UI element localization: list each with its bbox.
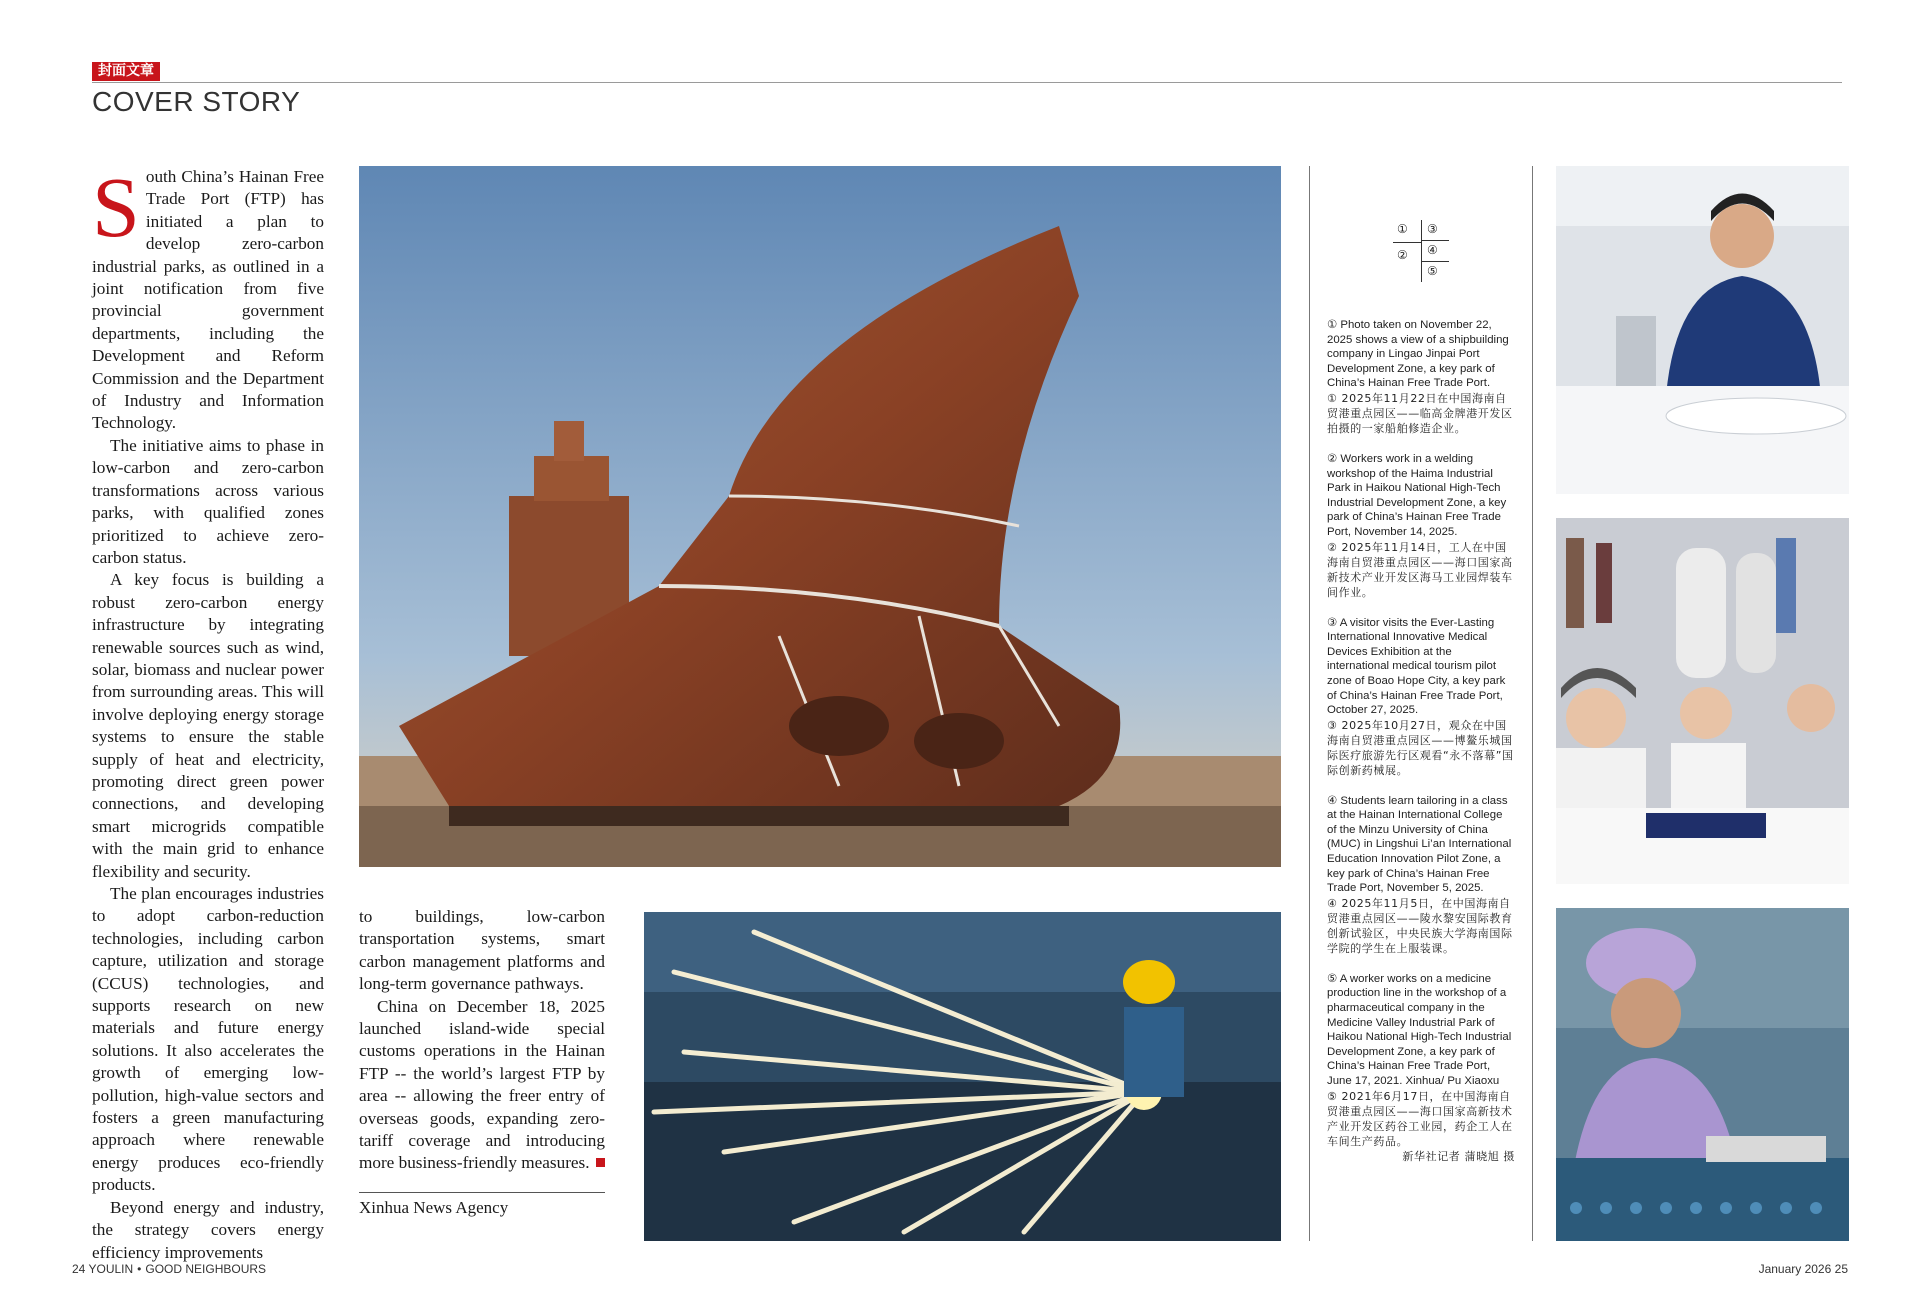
page-number: 25 bbox=[1834, 1262, 1848, 1276]
article-credit: Xinhua News Agency bbox=[359, 1198, 509, 1217]
article-paragraph: Beyond energy and industry, the strategy covers energy efficiency improvements bbox=[92, 1197, 324, 1262]
footer-separator: • bbox=[137, 1262, 142, 1276]
caption-item bbox=[1327, 794, 1515, 956]
credit-rule bbox=[359, 1192, 605, 1193]
caption-chinese: ④ 2025年11月5日，在中国海南自贸港重点园区——陵水黎安国际教育创新试验区，中央民族大学海南国际学院的学生在上服装课。 bbox=[1327, 896, 1513, 955]
publication-subtitle: GOOD NEIGHBOURS bbox=[145, 1262, 267, 1276]
section-tag: 封面文章 bbox=[92, 62, 160, 81]
photo-byline: 新华社记者 蒲晓旭 摄 bbox=[1402, 1149, 1515, 1163]
photo-layout-key bbox=[1393, 220, 1449, 282]
article-column-2 bbox=[359, 906, 605, 1175]
article-paragraph: to buildings, low-carbon transportation systems, smart carbon management platforms and long-term governance pathways. bbox=[359, 907, 605, 994]
drop-cap: S bbox=[92, 159, 140, 255]
caption-english: ⑤ A worker works on a medicine production line in the workshop of a pharmaceutical company in the Medicine Valley Industrial Park of Haikou National High-Tech Industrial Development Zone, a key park of China’s Hainan Free Trade Port, June 17, 2021. Xinhua/ Pu Xiaoxu bbox=[1327, 972, 1512, 1087]
grid-label: ③ bbox=[1427, 222, 1438, 236]
caption-english: ④ Students learn tailoring in a class at the Hainan International College of the Minzu University of China (MUC) in Lingshui Li’an International Education Innovation Pilot Zone, a key park of China’s Hainan Free Trade Port, November 5, 2025. bbox=[1327, 794, 1512, 895]
footer-left bbox=[72, 1262, 266, 1276]
end-mark-icon bbox=[596, 1158, 605, 1167]
article-column-1 bbox=[92, 159, 324, 1262]
caption-item bbox=[1327, 972, 1515, 1164]
caption-item bbox=[1327, 452, 1515, 600]
caption-chinese: ③ 2025年10月27日，观众在中国海南自贸港重点园区——博鳌乐城国际医疗旅游先行区观看“永不落幕”国际创新药械展。 bbox=[1327, 718, 1514, 777]
photo-tailoring-class bbox=[1556, 518, 1849, 884]
publication-name: YOULIN bbox=[88, 1262, 134, 1276]
photo-medical-exhibition bbox=[1556, 166, 1849, 494]
footer-right bbox=[1759, 1262, 1848, 1276]
header-rule bbox=[92, 82, 1842, 83]
caption-chinese: ② 2025年11月14日，工人在中国海南自贸港重点园区——海口国家高新技术产业开发区海马工业园焊装车间作业。 bbox=[1327, 540, 1513, 599]
caption-english: ① Photo taken on November 22, 2025 shows a view of a shipbuilding company in Lingao Jinpai Port Development Zone, a key park of China’s Hainan Free Trade Port. bbox=[1327, 319, 1509, 390]
caption-chinese: ⑤ 2021年6月17日，在中国海南自贸港重点园区——海口国家高新技术产业开发区药谷工业园，药企工人在车间生产药品。 bbox=[1327, 1089, 1513, 1148]
photo-shipbuilding bbox=[359, 166, 1281, 867]
article-paragraph: South China’s Hainan Free Trade Port (FTP) has initiated a plan to develop zero-carbon industrial parks, as outlined in a joint notification from five provincial government departments, including the Development and Reform Commission and the Department of Industry and Information Technology. bbox=[92, 159, 324, 433]
photo-captions bbox=[1327, 318, 1515, 1180]
grid-label: ① bbox=[1397, 222, 1408, 236]
section-title: COVER STORY bbox=[92, 86, 301, 117]
grid-label: ② bbox=[1397, 248, 1408, 262]
grid-label: ⑤ bbox=[1427, 264, 1438, 278]
caption-english: ③ A visitor visits the Ever-Lasting International Innovative Medical Devices Exhibition at the international medical tourism pilot zone of Boao Hope City, a key park of China’s Hainan Free Trade Port, October 27, 2025. bbox=[1327, 616, 1506, 717]
caption-divider bbox=[1532, 166, 1533, 1241]
article-paragraph: China on December 18, 2025 launched island-wide special customs operations in the Hainan FTP -- the world’s largest FTP by area -- allowing the freer entry of overseas goods, expanding zero-tariff coverage and introducing more business-friendly measures. bbox=[359, 996, 605, 1173]
caption-item bbox=[1327, 616, 1515, 778]
caption-item bbox=[1327, 318, 1515, 436]
caption-divider bbox=[1309, 166, 1310, 1241]
photo-medicine-production bbox=[1556, 908, 1849, 1241]
grid-label: ④ bbox=[1427, 243, 1438, 257]
article-paragraph: The initiative aims to phase in low-carbon and zero-carbon transformations across various parks, with qualified zones prioritized to achieve zero-carbon status. bbox=[92, 435, 324, 567]
article-paragraph: The plan encourages industries to adopt carbon-reduction technologies, including carbon capture, utilization and storage (CCUS) technologies, and supports research on new materials and future energy solutions. It also accelerates the growth of emerging low-pollution, high-value sectors and fosters a green manufacturing approach where renewable energy produces eco-friendly products. bbox=[92, 884, 324, 1195]
caption-chinese: ① 2025年11月22日在中国海南自贸港重点园区——临高金牌港开发区拍摄的一家船舶修造企业。 bbox=[1327, 391, 1513, 435]
photo-welding-workshop bbox=[644, 912, 1281, 1241]
article-paragraph: A key focus is building a robust zero-carbon energy infrastructure by integrating renewable sources such as wind, solar, biomass and nuclear power from surrounding areas. This will involve deploying energy storage systems to ensure the stable supply of heat and electricity, promoting direct green power connections, and developing smart microgrids compatible with the main grid to enhance flexibility and security. bbox=[92, 570, 324, 881]
issue-date: January 2026 bbox=[1758, 1262, 1832, 1276]
page-number: 24 bbox=[72, 1262, 86, 1276]
caption-english: ② Workers work in a welding workshop of the Haima Industrial Park in Haikou National High-Tech Industrial Development Zone, a key park of China’s Hainan Free Trade Port, November 14, 2025. bbox=[1327, 452, 1507, 538]
